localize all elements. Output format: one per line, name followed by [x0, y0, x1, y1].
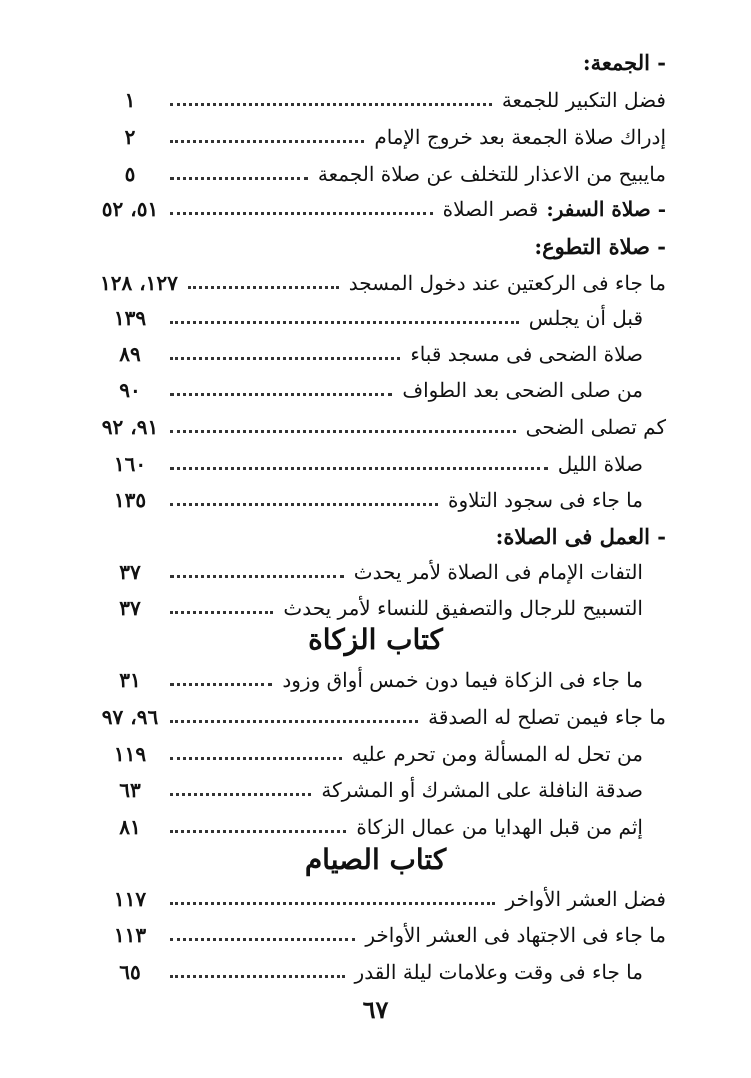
- entry-title: قبل أن يجلس: [528, 306, 643, 330]
- section-heading-label: - صلاة السفر:: [546, 197, 666, 221]
- entry-page-number: ٦٥: [119, 960, 141, 984]
- dot-leader: [170, 393, 392, 396]
- dot-leader: [170, 757, 342, 760]
- dot-leader: [170, 177, 308, 180]
- entry-title: ما جاء فيمن تصلح له الصدقة: [428, 705, 666, 729]
- dot-leader: [170, 611, 273, 614]
- dot-leader: [170, 975, 345, 978]
- index-entry: [100, 409, 666, 445]
- book-title: كتاب الصيام: [304, 843, 447, 876]
- entry-page-number: ١٦٠: [113, 452, 147, 476]
- entry-page-number: ٦٣: [119, 778, 141, 802]
- entry-title: صدقة النافلة على المشرك أو المشركة: [321, 778, 643, 802]
- section-heading: [100, 228, 666, 264]
- entry-page-number: ٨٩: [119, 342, 141, 366]
- dot-leader: [170, 212, 433, 215]
- dot-leader: [170, 830, 346, 833]
- index-entry: [100, 191, 666, 227]
- entry-page-number: ٨١: [119, 815, 141, 839]
- entry-page-number: ١٣٩: [113, 306, 147, 330]
- index-entry: [100, 772, 643, 808]
- index-entry: [100, 917, 666, 953]
- dot-leader: [170, 503, 438, 506]
- entry-title: قصر الصلاة: [442, 197, 539, 221]
- entry-page-number: ١: [124, 88, 136, 112]
- index-entry: [100, 446, 643, 482]
- entry-title: مايبيح من الاعذار للتخلف عن صلاة الجمعة: [317, 162, 666, 186]
- index-entry: [100, 736, 643, 772]
- index-entry: [100, 662, 643, 698]
- entry-page-number: ٣٧: [119, 596, 141, 620]
- dot-leader: [170, 140, 364, 143]
- entry-page-number: ٥١، ٥٢: [101, 197, 159, 221]
- dot-leader: [170, 467, 548, 470]
- dot-leader: [170, 103, 492, 106]
- dot-leader: [170, 902, 495, 905]
- entry-page-number: ٢: [124, 125, 136, 149]
- entry-page-number: ٩٠: [119, 378, 141, 402]
- dot-leader: [188, 286, 339, 289]
- index-entry: [100, 119, 666, 155]
- index-entry: [100, 336, 643, 372]
- dot-leader: [170, 575, 344, 578]
- entry-title: ما جاء فى الزكاة فيما دون خمس أواق وزود: [282, 668, 643, 692]
- page-number: ٦٧: [362, 995, 389, 1024]
- section-heading-label: - العمل فى الصلاة:: [495, 523, 666, 549]
- entry-page-number: ٩١، ٩٢: [101, 415, 159, 439]
- dot-leader: [170, 321, 519, 324]
- entry-title: التسبيح للرجال والتصفيق للنساء لأمر يحدث: [283, 596, 643, 620]
- section-heading-label: - صلاة التطوع:: [534, 233, 666, 259]
- entry-page-number: ٣٧: [119, 560, 141, 584]
- index-entry: [100, 265, 666, 301]
- book-title: كتاب الزكاة: [308, 623, 443, 656]
- entry-title: فضل العشر الأواخر: [505, 887, 666, 911]
- index-entry: [100, 881, 666, 917]
- entry-page-number: ١٣٥: [113, 488, 147, 512]
- entry-title: إدراك صلاة الجمعة بعد خروج الإمام: [374, 125, 666, 149]
- index-entry: [100, 699, 666, 735]
- index-entry: [100, 482, 643, 518]
- entry-title: صلاة الضحى فى مسجد قباء: [410, 342, 643, 366]
- entry-title: من صلى الضحى بعد الطواف: [402, 378, 643, 402]
- entry-page-number: ١١٧: [113, 887, 147, 911]
- section-heading: [100, 518, 666, 554]
- entry-page-number: ١١٣: [113, 923, 147, 947]
- entry-page-number: ١٢٧، ١٢٨: [100, 271, 178, 295]
- index-entry: [100, 372, 643, 408]
- entry-title: ما جاء فى سجود التلاوة: [448, 488, 643, 512]
- dot-leader: [170, 938, 355, 941]
- entry-page-number: ١١٩: [113, 742, 147, 766]
- entry-title: ما جاء فى وقت وعلامات ليلة القدر: [354, 960, 643, 984]
- entry-title: ما جاء فى الركعتين عند دخول المسجد: [348, 271, 666, 295]
- entry-title: من تحل له المسألة ومن تحرم عليه: [351, 742, 643, 766]
- section-heading: [100, 44, 666, 80]
- dot-leader: [170, 430, 516, 433]
- entry-title: التفات الإمام فى الصلاة لأمر يحدث: [353, 560, 643, 584]
- entry-page-number: ٩٦، ٩٧: [101, 705, 159, 729]
- entry-title: صلاة الليل: [557, 452, 643, 476]
- dot-leader: [170, 720, 418, 723]
- section-heading-label: - الجمعة:: [582, 49, 666, 75]
- entry-page-number: ٥: [124, 162, 136, 186]
- entry-title: كم تصلى الضحى: [525, 415, 666, 439]
- index-entry: [100, 300, 643, 336]
- index-entry: [100, 156, 666, 192]
- entry-page-number: ٣١: [119, 668, 141, 692]
- entry-title: ما جاء فى الاجتهاد فى العشر الأواخر: [365, 923, 666, 947]
- index-entry: [100, 82, 666, 118]
- entry-title: إثم من قبل الهدايا من عمال الزكاة: [356, 815, 643, 839]
- dot-leader: [170, 357, 400, 360]
- entry-title: فضل التكبير للجمعة: [501, 88, 666, 112]
- dot-leader: [170, 793, 311, 796]
- index-entry: [100, 554, 643, 590]
- index-entry: [100, 954, 643, 990]
- dot-leader: [170, 683, 272, 686]
